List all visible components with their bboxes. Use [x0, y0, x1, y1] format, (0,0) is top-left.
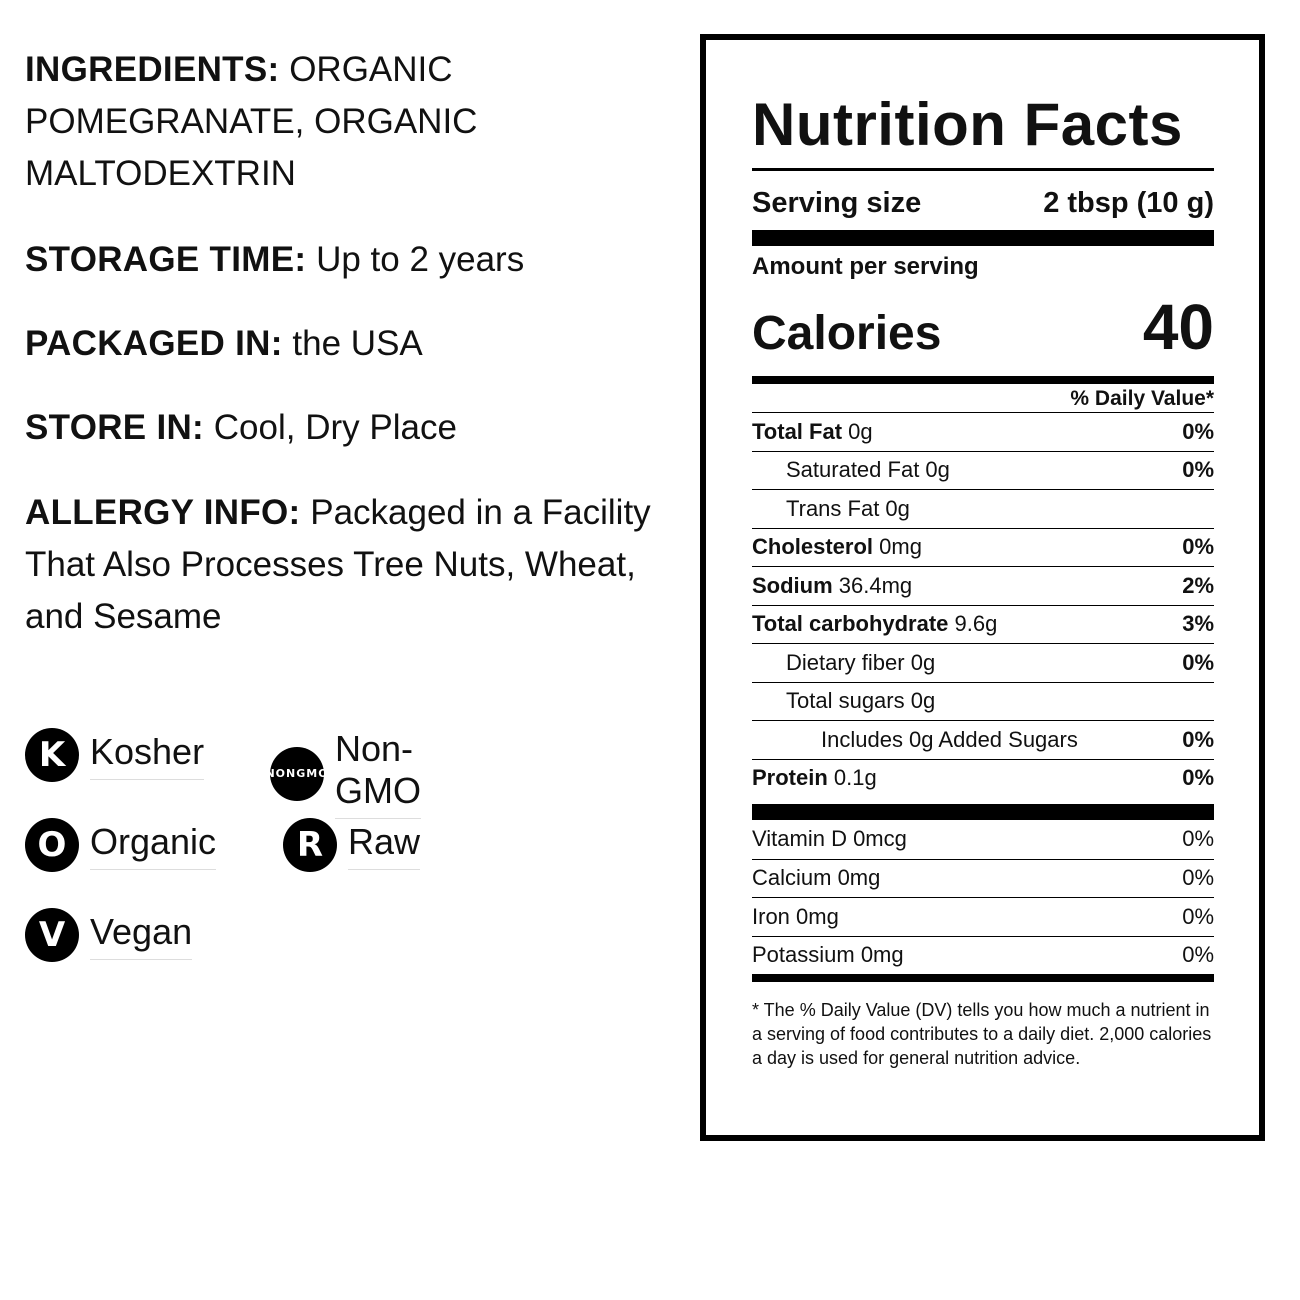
- divider-thick: [752, 230, 1214, 246]
- packaged-in-label: PACKAGED IN:: [25, 324, 283, 363]
- packaged-in: [25, 318, 423, 370]
- serving-size-value: 2 tbsp (10 g): [1043, 187, 1214, 219]
- vitamin-daily-value: 0%: [1182, 903, 1214, 929]
- nutrient-daily-value: 0%: [1182, 457, 1214, 482]
- packaged-in-value: the USA: [292, 324, 423, 363]
- nutrient-name-bold: Cholesterol: [752, 534, 874, 559]
- nutrient-daily-value: 0%: [1182, 649, 1214, 675]
- nutrient-daily-value: 0%: [1182, 418, 1214, 444]
- nutrient-name: [752, 765, 877, 791]
- raw-icon: R: [283, 818, 337, 872]
- store-in-label: STORE IN:: [25, 408, 205, 447]
- nutrient-row: [752, 643, 1214, 681]
- non-gmo-label[interactable]: Non-GMO: [335, 728, 421, 819]
- non-gmo-icon: [265, 747, 329, 801]
- vitamin-row: [752, 897, 1214, 935]
- nutrient-name: [752, 650, 935, 676]
- nutrient-amount: 36.4mg: [832, 572, 913, 598]
- vitamin-daily-value: 0%: [1182, 865, 1214, 890]
- nutrient-name: [752, 688, 935, 714]
- vitamin-row: [752, 936, 1214, 974]
- nutrient-daily-value: 3%: [1182, 611, 1214, 636]
- nutrient-row: [752, 528, 1214, 566]
- allergy-info-value: Packaged in a Facility That Also Processes Tree Nuts, Wheat, and Sesame: [25, 493, 651, 636]
- nutrient-name-bold: Protein: [752, 765, 828, 790]
- divider-thick: [752, 804, 1214, 820]
- storage-time: [25, 234, 524, 286]
- calories: [752, 290, 1214, 364]
- nutrient-amount: Dietary fiber 0g: [786, 649, 936, 675]
- nutrient-daily-value: 0%: [1182, 726, 1214, 752]
- vitamin-daily-value: 0%: [1182, 942, 1214, 967]
- nutrient-row: [752, 489, 1214, 527]
- nutrient-amount: 0.1g: [827, 765, 877, 790]
- nutrition-facts-title: Nutrition Facts: [752, 91, 1183, 158]
- nutrient-name: [752, 534, 922, 560]
- nutrient-row: [752, 682, 1214, 720]
- amount-per-serving: Amount per serving: [752, 253, 979, 280]
- nutrient-name: [752, 496, 910, 522]
- ingredients: [25, 44, 545, 200]
- store-in-value: Cool, Dry Place: [213, 408, 457, 447]
- storage-time-value: Up to 2 years: [316, 240, 525, 279]
- kosher-icon: K: [25, 728, 79, 782]
- store-in: [25, 402, 457, 454]
- nutrient-name-bold: Total carbohydrate: [752, 611, 949, 636]
- allergy-info-label: ALLERGY INFO:: [25, 493, 301, 532]
- allergy-info: [25, 487, 690, 643]
- serving-size: [752, 187, 1214, 220]
- vitamin-daily-value: 0%: [1182, 826, 1214, 851]
- vitamin-row: [752, 859, 1214, 897]
- nutrient-name-bold: Sodium: [752, 572, 833, 598]
- badge-raw[interactable]: [283, 818, 420, 872]
- kosher-label[interactable]: Kosher: [90, 731, 204, 780]
- vegan-icon: V: [25, 908, 79, 962]
- organic-label[interactable]: Organic: [90, 821, 216, 870]
- nutrient-amount: 9.6g: [948, 611, 998, 636]
- organic-icon: O: [25, 818, 79, 872]
- nutrient-amount: Trans Fat 0g: [786, 495, 910, 521]
- nutrient-row: [752, 720, 1214, 758]
- nutrient-row: [752, 412, 1214, 450]
- non-gmo-icon-top: NON: [265, 766, 297, 780]
- vitamin-name: Iron 0mg: [752, 903, 839, 929]
- vitamin-name: Potassium 0mg: [752, 942, 904, 967]
- badge-non-gmo[interactable]: [265, 728, 421, 819]
- nutrient-amount: 0g: [842, 418, 873, 444]
- nutrient-row: [752, 759, 1214, 797]
- nutrient-daily-value: 0%: [1182, 534, 1214, 559]
- nutrient-amount: 0mg: [873, 534, 922, 559]
- nutrient-amount: Total sugars 0g: [786, 688, 936, 713]
- nutrient-name: [752, 573, 912, 599]
- divider-medium: [752, 974, 1214, 982]
- nutrient-row: [752, 566, 1214, 604]
- ingredients-value: ORGANIC POMEGRANATE, ORGANIC MALTODEXTRIN: [25, 50, 478, 193]
- nutrient-name: [752, 457, 950, 483]
- badge-kosher[interactable]: [25, 728, 204, 782]
- ingredients-label: INGREDIENTS:: [25, 50, 280, 89]
- divider-medium: [752, 376, 1214, 384]
- nutrient-name-bold: Total Fat: [752, 418, 843, 444]
- nutrient-amount: Saturated Fat 0g: [786, 457, 950, 482]
- nutrient-amount: Includes 0g Added Sugars: [821, 726, 1078, 752]
- raw-label[interactable]: Raw: [348, 821, 420, 870]
- non-gmo-icon-bottom: GMO: [296, 766, 329, 780]
- nutrition-facts-panel: [700, 34, 1265, 1141]
- badge-vegan[interactable]: [25, 908, 192, 962]
- nutrient-daily-value: 0%: [1182, 765, 1214, 790]
- nutrient-name: [752, 727, 1078, 753]
- nutrient-name: [752, 611, 997, 637]
- divider: [752, 168, 1214, 171]
- calories-label: Calories: [752, 307, 942, 360]
- nutrient-row: [752, 451, 1214, 489]
- storage-time-label: STORAGE TIME:: [25, 240, 307, 279]
- serving-size-label: Serving size: [752, 187, 922, 219]
- vitamin-name: Calcium 0mg: [752, 865, 881, 890]
- vitamin-row: [752, 820, 1214, 858]
- vegan-label[interactable]: Vegan: [90, 911, 192, 960]
- daily-value-header: % Daily Value*: [1070, 387, 1214, 410]
- nutrient-daily-value: 2%: [1182, 572, 1214, 598]
- calories-value: 40: [1142, 291, 1214, 363]
- nutrient-name: [752, 419, 873, 445]
- nutrient-row: [752, 605, 1214, 643]
- footnote: * The % Daily Value (DV) tells you how much a nutrient in a serving of food contributes to a daily diet. 2,000 calories a day is used for general nutrition advice.: [752, 1000, 1212, 1068]
- vitamin-name: Vitamin D 0mcg: [752, 826, 907, 851]
- badge-organic[interactable]: [25, 818, 216, 872]
